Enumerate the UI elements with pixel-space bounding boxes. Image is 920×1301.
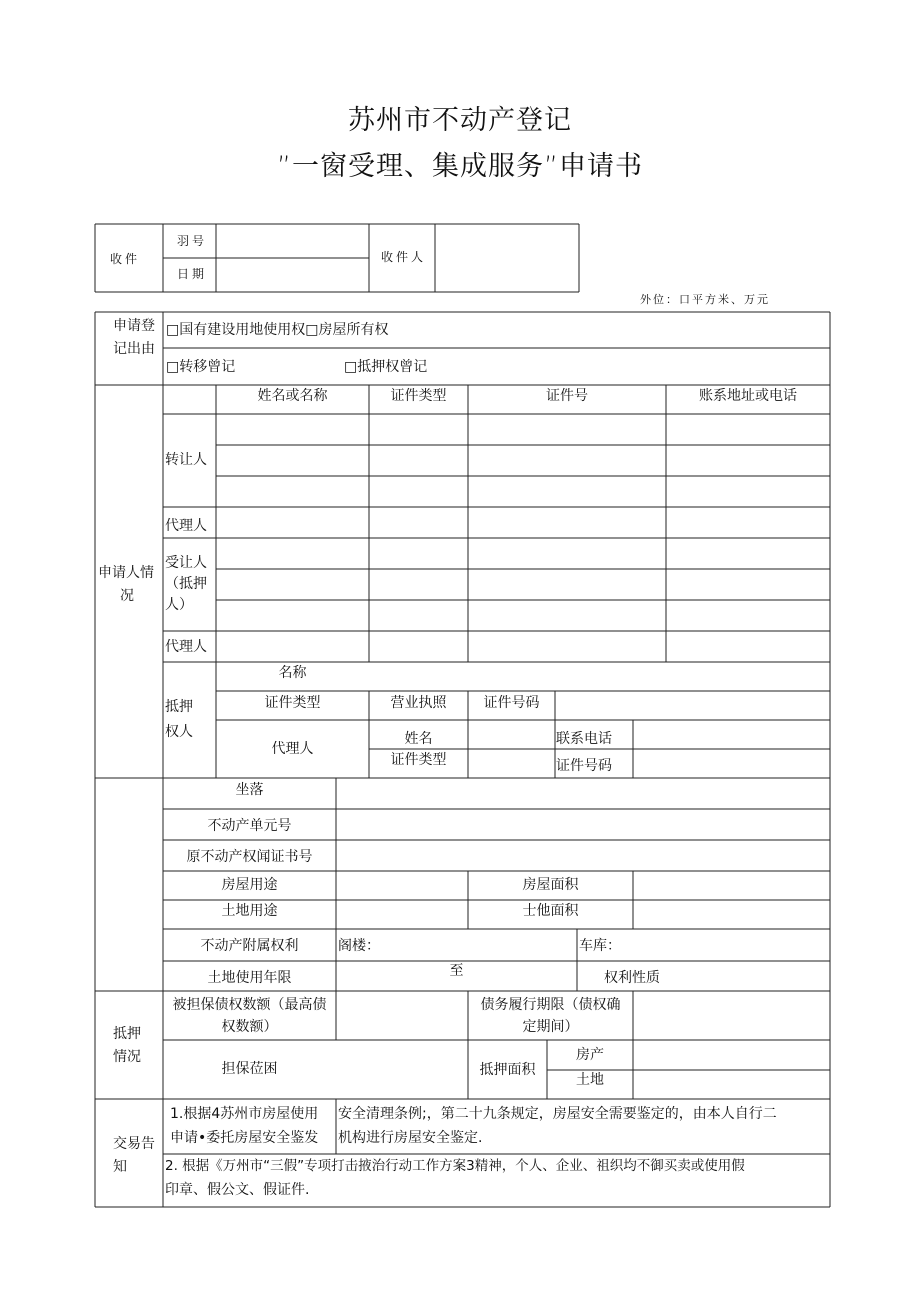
right-nature-label: 权利性质 [604, 970, 660, 986]
receipt-label: 收件 [110, 252, 141, 266]
header-address-phone: 账系地址或电话 [699, 388, 797, 404]
garage-label: 车库： [579, 938, 621, 954]
reason-label-line2: 记出由 [113, 341, 155, 357]
notice-item1-left-line2: 申请•委托房屋安全鉴发 [170, 1130, 319, 1146]
mortgage-label-line1: 抵押 [113, 1026, 141, 1042]
transferor-label: 转让人 [165, 452, 207, 468]
receiver-field[interactable] [436, 225, 578, 291]
notice-label-line2: 知 [113, 1159, 127, 1175]
attic-label: 阁楼： [338, 938, 380, 954]
debt-term-label-line1: 债务履行期限（债权确 [480, 997, 621, 1013]
unit-note: 外位：口平方米、万元 [640, 293, 770, 306]
land-term-to: 至 [449, 963, 464, 979]
transferee-label-line3: 人） [165, 597, 193, 613]
header-name: 姓名或名称 [257, 388, 328, 404]
form-title-line1: 苏州市不动产登记 [348, 105, 572, 136]
receipt-date-label: 日期 [177, 267, 208, 281]
reason-option-transfer[interactable]: □转移曾记 [166, 359, 236, 375]
debt-term-label-line2: 定期间） [522, 1019, 579, 1035]
house-area-label: 房屋面积 [522, 877, 579, 893]
guarantee-scope-label: 担保莅困 [221, 1061, 278, 1077]
mortgage-land-label: 土地 [576, 1072, 604, 1088]
notice-item2-line2: 印章、假公文、假证件. [165, 1182, 310, 1198]
attached-rights-label: 不动产附属权利 [200, 938, 299, 954]
mortgagee-agent-phone-label: 联系电话 [556, 731, 612, 747]
reason-option-land-house[interactable]: □国有建设用地使用权□房屋所有权 [166, 322, 389, 338]
mortgagee-id-type-label: 证件类型 [264, 695, 321, 711]
receipt-number-field[interactable] [216, 225, 368, 257]
applicant-label-line1: 申请人情 [98, 565, 154, 581]
mortgagee-agent-name-label: 姓名 [404, 731, 433, 747]
receipt-number-label: 羽号 [177, 234, 208, 248]
notice-item1-right-line1: 安全清理条例;，第二十九条规定，房屋安全需要鉴定的，由本人自行二 [338, 1106, 777, 1122]
mortgagee-label-line1: 抵押 [165, 699, 193, 715]
location-label: 坐落 [235, 782, 264, 798]
mortgage-label-line2: 情况 [113, 1049, 141, 1065]
notice-item1-right-line2: 机构进行房屋安全鉴定. [338, 1130, 483, 1146]
land-use-label: 土地用途 [221, 903, 278, 919]
original-cert-label: 原不动产权闻证书号 [186, 849, 313, 865]
mortgage-area-label: 抵押面积 [479, 1062, 536, 1078]
receipt-date-field[interactable] [216, 259, 368, 291]
notice-label-line1: 交易告 [113, 1136, 155, 1152]
mortgagee-agent-id-type-label: 证件类型 [390, 752, 447, 768]
header-id-type: 证件类型 [390, 388, 447, 404]
applicant-label-line2: 况 [120, 588, 134, 604]
land-area-label: 士他面积 [522, 903, 579, 919]
mortgagee-name-label: 名称 [278, 665, 307, 681]
form-title-line2: ”一窗受理、集成服务”申请书 [277, 151, 643, 182]
land-term-label: 土地使用年限 [207, 970, 292, 986]
agent-label: 代理人 [165, 518, 207, 534]
transferee-label-line2: （抵押 [165, 576, 207, 592]
agent2-label: 代理人 [165, 639, 207, 655]
reason-option-mortgage[interactable]: □抵押权曾记 [344, 359, 428, 375]
unit-number-label: 不动产单元号 [207, 818, 292, 834]
mortgagee-agent-label: 代理人 [271, 741, 314, 757]
mortgagee-id-no-label: 证件号码 [483, 695, 540, 711]
notice-item1-left-line1: 1.根据4苏州市房屋使用 [170, 1106, 319, 1122]
mortgage-house-label: 房产 [576, 1047, 604, 1063]
notice-item2-line1: 2. 根据《万州市“三假”专项打击掖治行动工作方案3精神，个人、企业、祖织均不御买卖或使用假 [165, 1158, 745, 1174]
receiver-label: 收件人 [381, 250, 427, 264]
house-use-label: 房屋用途 [221, 877, 278, 893]
mortgagee-agent-id-no-label: 证件号码 [556, 758, 612, 774]
reason-label-line1: 申请登 [113, 318, 155, 334]
secured-amount-label-line2: 权数额） [221, 1019, 278, 1035]
transferee-label-line1: 受让人 [165, 555, 207, 571]
secured-amount-label-line1: 被担保债权数额（最高债 [172, 997, 327, 1013]
mortgagee-label-line2: 权人 [165, 724, 193, 740]
mortgagee-id-type-value: 营业执照 [390, 695, 447, 711]
header-id-number: 证件号 [546, 388, 588, 404]
